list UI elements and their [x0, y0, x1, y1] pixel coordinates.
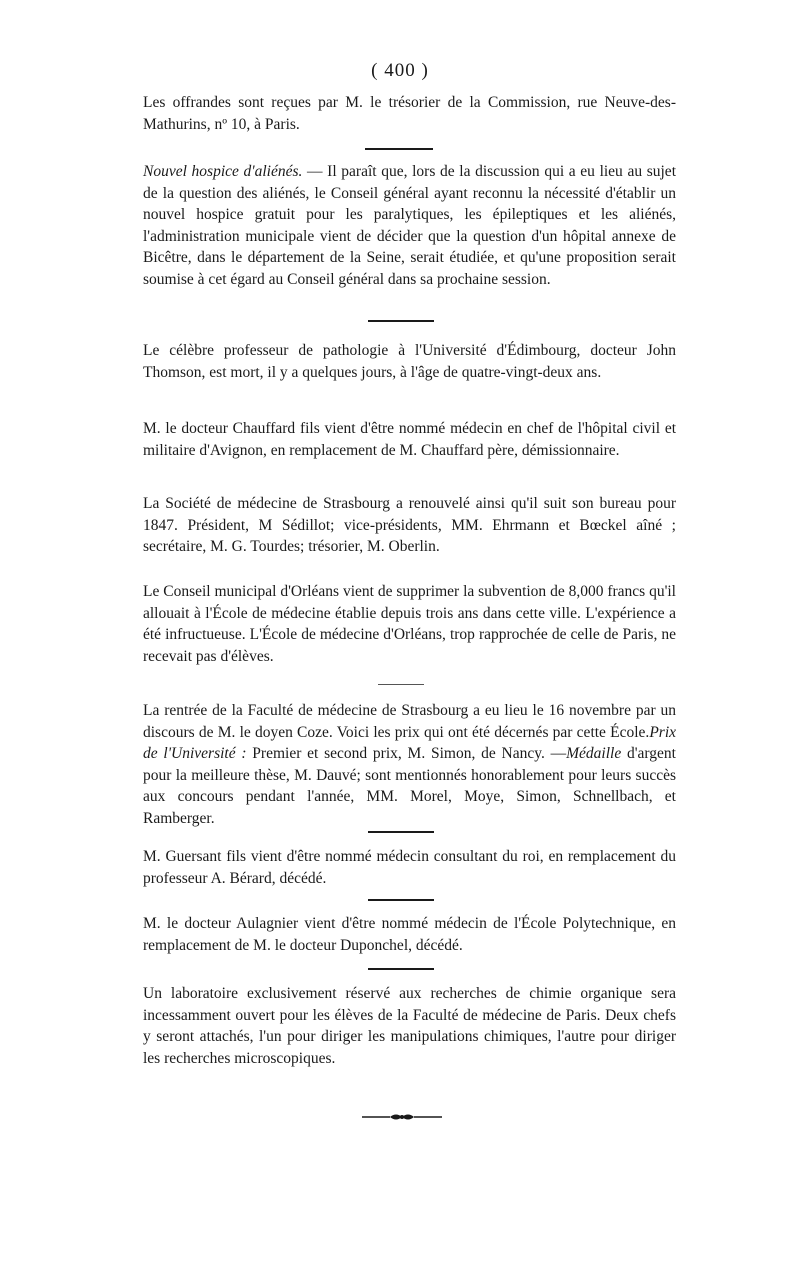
- paragraph-text: Les offrandes sont reçues par M. le trésorier de la Commission, rue Neuve-des-Mathurins, nº 10, à Paris.: [143, 94, 676, 133]
- paragraph-text: Premier et second prix, M. Simon, de Nancy. —: [246, 745, 567, 762]
- paragraph-hospice: [143, 161, 676, 290]
- paragraph-text: Un laboratoire exclusivement réservé aux recherches de chimie organique sera incessamment ouvert pour les élèves de la Faculté de médecine de Paris. Deux chefs y seront attachés, l'un pour diriger les manipulations chimiques, l'autre pour diriger les recherches microscopiques.: [143, 985, 676, 1067]
- paragraph-aulagnier: [143, 913, 676, 956]
- paragraph-orleans: [143, 581, 676, 667]
- paragraph-text: d'argent pour la meilleure thèse, M. Dauvé; sont mentionnés honorablement pour leurs succès aux concours pendant l'année, MM. Morel, Moye, Simon, Schnellbach, et Ramberger.: [143, 745, 676, 827]
- paragraph-text: Le Conseil municipal d'Orléans vient de supprimer la subvention de 8,000 francs qu'il allouait à l'École de médecine établie depuis trois ans dans cette ville. L'expérience a été infructueuse. L'École de médecine d'Orléans, trop rapprochée de celle de Paris, ne recevait pas d'élèves.: [143, 583, 676, 665]
- paragraph-text: Le célèbre professeur de pathologie à l'Université d'Édimbourg, docteur John Thomson, est mort, il y a quelques jours, à l'âge de quatre-vingt-deux ans.: [143, 342, 676, 381]
- paragraph-guersant: [143, 846, 676, 889]
- section-rule: [365, 148, 433, 150]
- section-rule: [368, 320, 434, 322]
- medal-label: Médaille: [566, 745, 622, 762]
- section-rule: [378, 684, 424, 685]
- paragraph-laboratoire: [143, 983, 676, 1069]
- section-rule: [368, 968, 434, 970]
- paragraph-chauffard: [143, 418, 676, 461]
- paragraph-lead: Nouvel hospice d'aliénés.: [143, 163, 303, 180]
- paragraph-rentree-faculte: [143, 700, 676, 829]
- paragraph-text: M. le docteur Aulagnier vient d'être nommé médecin de l'École Polytechnique, en remplacement de M. le docteur Duponchel, décédé.: [143, 915, 676, 954]
- paragraph-text: M. Guersant fils vient d'être nommé médecin consultant du roi, en remplacement du professeur A. Bérard, décédé.: [143, 848, 676, 887]
- paragraph-offrandes: [143, 92, 676, 135]
- paragraph-strasbourg-societe: [143, 493, 676, 558]
- paragraph-text: La Société de médecine de Strasbourg a renouvelé ainsi qu'il suit son bureau pour 1847. Président, M Sédillot; vice-présidents, MM. Ehrmann et Bœckel aîné ; secrétaire, M. G. Tourdes; trésorier, M. Oberlin.: [143, 495, 676, 555]
- paragraph-text: — Il paraît que, lors de la discussion qui a eu lieu au sujet de la question des aliénés, le Conseil général ayant reconnu la nécessité d'établir un nouvel hospice gratuit pour les paralytiques, les épileptiques et les aliénés, l'administration municipale vient de décider que la question d'un hôpital annexe de Bicêtre, dans le département de la Seine, serait étudiée, et qu'une proposition serait soumise à cet égard au Conseil général dans sa prochaine session.: [143, 163, 676, 288]
- paragraph-text: M. le docteur Chauffard fils vient d'être nommé médecin en chef de l'hôpital civil et militaire d'Avignon, en remplacement de M. Chauffard père, démissionnaire.: [143, 420, 676, 459]
- page-number: ( 400 ): [371, 60, 429, 81]
- prize-label: Prix de l'Université :: [143, 723, 676, 762]
- section-rule: [368, 899, 434, 901]
- section-rule: [368, 831, 434, 833]
- end-ornament-icon: [360, 1112, 444, 1122]
- paragraph-thomson: [143, 340, 676, 383]
- paragraph-text: La rentrée de la Faculté de médecine de Strasbourg a eu lieu le 16 novembre par un discours de M. le doyen Coze. Voici les prix qui ont été décernés par cette École.: [143, 702, 676, 741]
